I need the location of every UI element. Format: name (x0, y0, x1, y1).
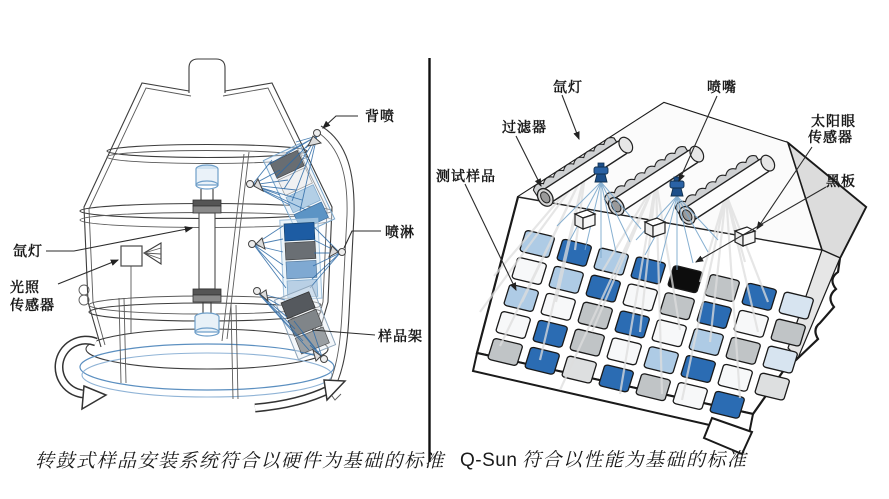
caption-right-text: 符合以性能为基础的标准 (521, 449, 748, 471)
sensor-cube-2 (645, 218, 665, 237)
label-filter: 过滤器 (502, 119, 547, 135)
sample-tile (533, 320, 569, 348)
sample-tile (496, 311, 532, 339)
caption-right-prefix: Q-Sun (460, 450, 518, 471)
label-solar-eye-line1: 太阳眼 (811, 113, 856, 129)
leader-filter (516, 136, 541, 186)
sample-tile (718, 364, 754, 392)
right-diagram-qsun (436, 79, 866, 471)
leader-back-spray (323, 116, 358, 128)
sample-tile (549, 266, 585, 294)
sample-tile (726, 337, 762, 365)
sample-tile (541, 293, 577, 321)
caption-right (460, 449, 749, 471)
label-xenon-lamp-left: 氙灯 (13, 243, 43, 259)
xenon-lamp-rod (193, 165, 221, 336)
label-solar-eye-line2: 传感器 (808, 129, 853, 145)
sample-tile (623, 283, 659, 311)
label-xenon-lamp-right: 氙灯 (553, 79, 583, 95)
label-black-panel: 黑板 (826, 173, 856, 189)
label-test-samples: 测试样品 (436, 168, 496, 184)
label-spray: 喷淋 (385, 224, 415, 240)
sample-tile (734, 310, 770, 338)
sample-tile (755, 373, 791, 401)
left-diagram-rotating-drum (9, 59, 447, 472)
label-light-sensor-line1: 光照 (10, 279, 40, 295)
sample-tile (504, 284, 540, 312)
sample-tile (607, 337, 643, 365)
support-rods (119, 152, 249, 399)
sample-tile-grid (488, 230, 815, 419)
label-light-sensor-line2: 传感器 (10, 297, 55, 313)
leader-xenon-lamp-right (562, 95, 579, 139)
leader-xenon-lamp-left (46, 228, 192, 251)
label-sample-rack: 样品架 (378, 328, 423, 344)
label-nozzle: 喷嘴 (707, 79, 737, 95)
label-back-spray: 背喷 (365, 108, 395, 124)
sample-tile (705, 274, 741, 302)
chamber-cap (189, 59, 225, 93)
sensor-cube-1 (575, 210, 595, 229)
sample-tile (652, 319, 688, 347)
leader-spray (344, 231, 381, 248)
leader-light-sensor (58, 260, 118, 284)
caption-left: 转鼓式样品安装系统符合以硬件为基础的标准 (35, 450, 446, 472)
